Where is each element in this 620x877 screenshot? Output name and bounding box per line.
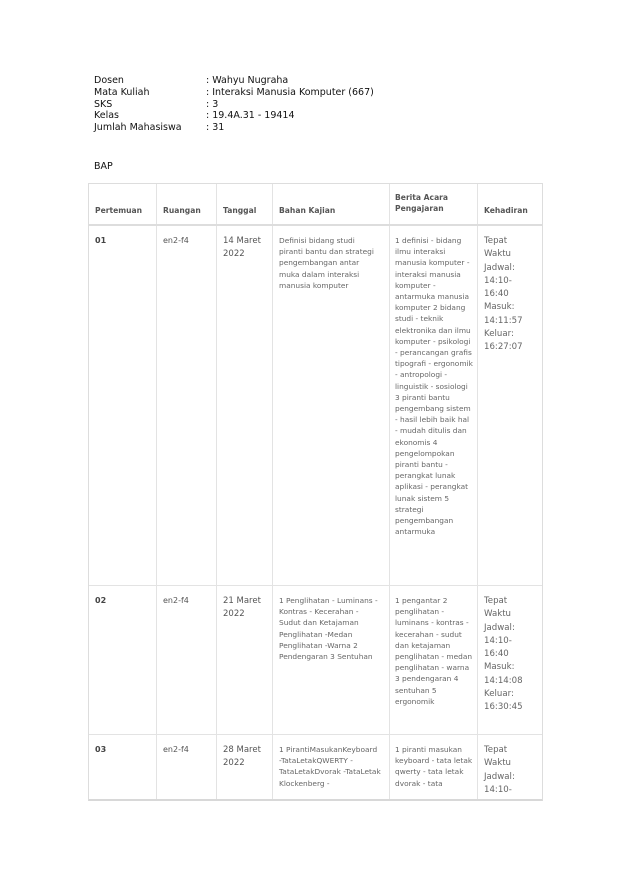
bap-table	[88, 183, 543, 801]
cell-bahan-kajian: 1 Penglihatan - Luminans - Kontras - Kecerahan - Sudut dan Ketajaman Penglihatan -Medan Penglihatan -Warna 2 Pendengaran 3 Sentuhan	[279, 596, 378, 662]
cell-pertemuan: 02	[95, 596, 107, 605]
section-title: BAP	[94, 161, 113, 172]
table-row	[89, 735, 542, 801]
cell-berita-acara: 1 piranti masukan keyboard - tata letak qwerty - tata letak dvorak - tata	[395, 745, 473, 788]
header-berita-acara: Berita Acara Pengajaran	[395, 193, 449, 213]
cell-berita-acara: 1 pengantar 2 penglihatan - luminans - kontras - kecerahan - sudut dan ketajaman penglihatan - medan penglihatan - warna 3 pendengaran 4 sentuhan 5 ergonomik	[395, 596, 473, 706]
info-label: Dosen	[94, 75, 124, 86]
cell-tanggal: 14 Maret 2022	[223, 236, 261, 259]
info-value: : 31	[206, 122, 225, 134]
info-row-mata-kuliah	[94, 87, 374, 99]
header-bahan-kajian: Bahan Kajian	[279, 206, 336, 215]
cell-kehadiran: Tepat Waktu Jadwal: 14:10-16:40 Masuk: 14:11:57 Keluar: 16:27:07	[484, 236, 523, 353]
cell-tanggal: 21 Maret 2022	[223, 596, 261, 619]
course-info	[94, 75, 374, 134]
cell-kehadiran: Tepat Waktu Jadwal: 14:10-16:40 Masuk: 14:14:08 Keluar: 16:30:45	[484, 596, 523, 713]
header-tanggal: Tanggal	[223, 206, 257, 215]
cell-tanggal: 28 Maret 2022	[223, 745, 261, 768]
info-value: : 19.4A.31 - 19414	[206, 110, 295, 122]
info-value: : 3	[206, 98, 219, 110]
header-kehadiran: Kehadiran	[484, 206, 528, 215]
table-header	[89, 184, 542, 226]
cell-bahan-kajian: Definisi bidang studi piranti bantu dan strategi pengembangan antar muka dalam interaksi manusia komputer	[279, 236, 374, 290]
header-pertemuan: Pertemuan	[95, 206, 143, 215]
info-row-kelas	[94, 110, 374, 122]
header-ruangan: Ruangan	[163, 206, 201, 215]
table-row	[89, 586, 542, 734]
info-row-sks	[94, 99, 374, 111]
cell-pertemuan: 03	[95, 745, 107, 754]
cell-ruangan: en2-f4	[163, 596, 189, 605]
cell-ruangan: en2-f4	[163, 745, 189, 754]
info-row-jumlah-mahasiswa	[94, 122, 374, 134]
info-value: : Wahyu Nugraha	[206, 75, 289, 86]
cell-berita-acara: 1 definisi - bidang ilmu interaksi manusia komputer - interaksi manusia komputer - antarmuka manusia komputer 2 bidang studi - teknik elektronika dan ilmu komputer - psikologi - perancangan grafis tipografi - ergonomik - antropologi - linguistik - sosiologi 3 piranti bantu pengembang sistem - hasil lebih baik hal - mudah ditulis dan ekonomis 4 pengelompokan piranti bantu - perangkat lunak aplikasi - perangkat lunak sistem 5 strategi pengembangan antarmuka	[395, 236, 473, 537]
table-row	[89, 226, 542, 585]
info-row-dosen	[94, 75, 374, 87]
cell-ruangan: en2-f4	[163, 236, 189, 245]
info-label: Mata Kuliah	[94, 86, 150, 98]
info-label: SKS	[94, 98, 113, 110]
info-value: : Interaksi Manusia Komputer (667)	[206, 86, 374, 98]
info-label: Kelas	[94, 110, 120, 122]
cell-kehadiran: Tepat Waktu Jadwal: 14:10-	[484, 745, 515, 795]
cell-bahan-kajian: 1 PirantiMasukanKeyboard -TataLetakQWERTY -TataLetakDvorak -TataLetak Klockenberg -	[279, 745, 381, 788]
info-label: Jumlah Mahasiswa	[94, 122, 182, 134]
cell-pertemuan: 01	[95, 236, 107, 245]
